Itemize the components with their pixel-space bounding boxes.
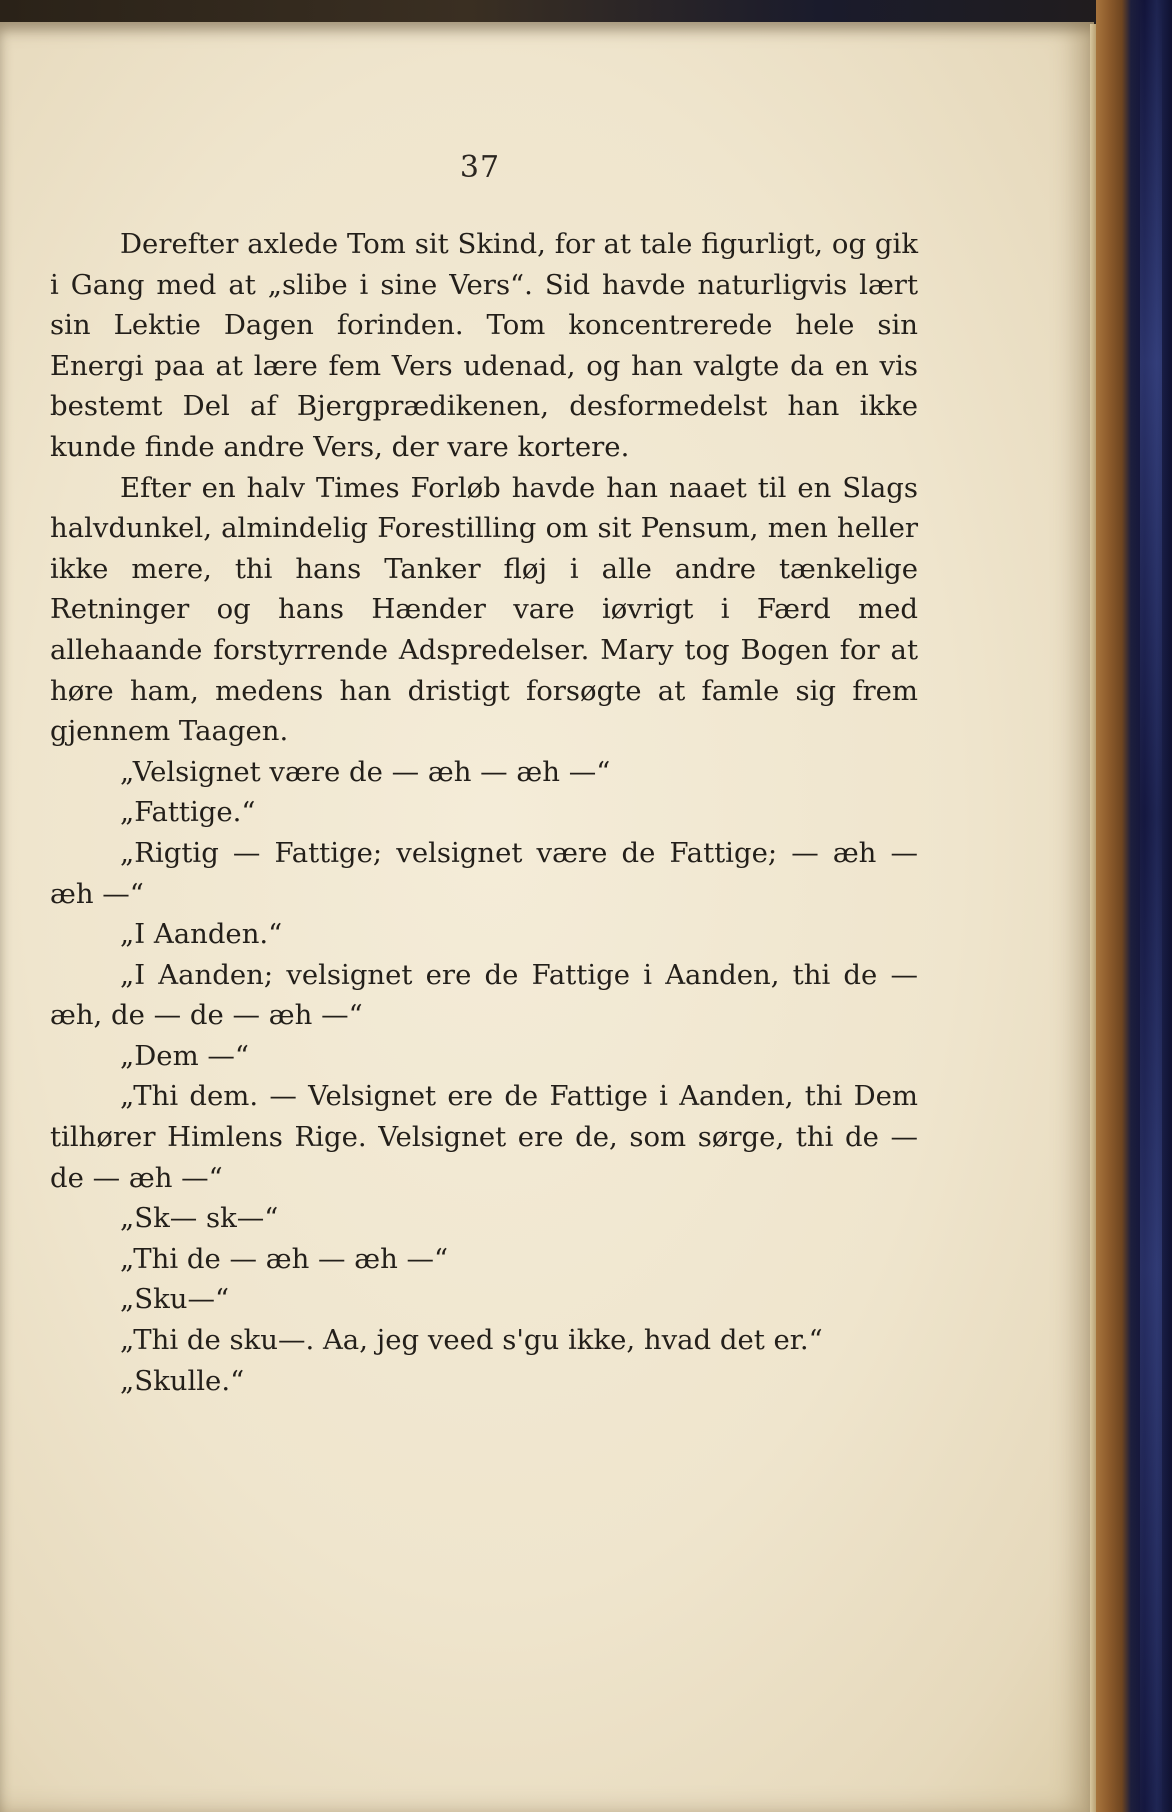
- paragraph: Derefter axlede Tom sit Skind, for at tale figurligt, og gik i Gang med at „slibe i sine Vers“. Sid havde naturligvis lært sin Lektie Dagen forinden. Tom koncentrerede hele sin Energi paa at lære fem Vers udenad, og han valgte da en vis bestemt Del af Bjergprædikenen, desformedelst han ikke kunde finde andre Vers, der vare kortere.: [50, 228, 918, 463]
- binding-gloss: [1140, 0, 1162, 1812]
- scan-top-strip: [0, 0, 1172, 24]
- dialogue-line: „Velsignet være de — æh — æh —“: [120, 755, 611, 788]
- dialogue-line: „I Aanden.“: [120, 918, 283, 951]
- dialogue-line: „Thi de — æh — æh —“: [120, 1242, 449, 1275]
- dialogue-line: „Sk— sk—“: [120, 1202, 279, 1235]
- dialogue-line: „Fattige.“: [120, 796, 256, 829]
- body-text: [50, 224, 918, 1401]
- dialogue-line: „Sku—“: [120, 1283, 230, 1316]
- dialogue-line: „Dem —“: [120, 1039, 249, 1072]
- book-page: [0, 22, 1094, 1812]
- dialogue-line: „I Aanden; velsignet ere de Fattige i Aanden, thi de — æh, de — de — æh —“: [50, 958, 918, 1032]
- dialogue-line: „Thi de sku—. Aa, jeg veed s'gu ikke, hvad det er.“: [120, 1324, 823, 1357]
- paragraph: Efter en halv Times Forløb havde han naaet til en Slags halvdunkel, almindelig Forestilling om sit Pensum, men heller ikke mere, thi hans Tanker fløj i alle andre tænkelige Retninger og hans Hænder vare iøvrigt i Færd med allehaande forstyrrende Adspredelser. Mary tog Bogen for at høre ham, medens han dristigt forsøgte at famle sig frem gjennem Taagen.: [50, 471, 918, 748]
- page-number: 37: [459, 150, 501, 185]
- dialogue-line: „Thi dem. — Velsignet ere de Fattige i Aanden, thi Dem tilhører Himlens Rige. Velsignet ere de, som sørge, thi de — de — æh —“: [50, 1080, 918, 1194]
- dialogue-line: „Rigtig — Fattige; velsignet være de Fattige; — æh — æh —“: [50, 836, 918, 910]
- dialogue-line: „Skulle.“: [120, 1364, 245, 1397]
